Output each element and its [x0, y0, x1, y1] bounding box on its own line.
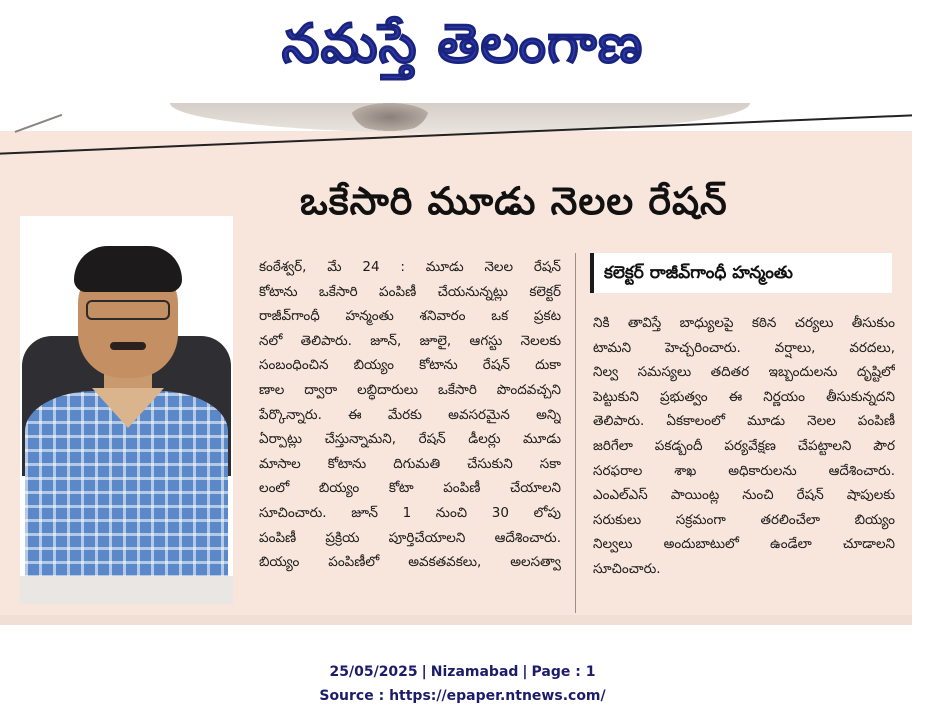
body-line: ణాల ద్వారా లబ్ధిదారులు ఒకేసారి పొందవచ్చని	[259, 381, 561, 398]
body-line: లంలో బియ్యం కోటా పంపిణీ చేయాలని	[259, 480, 561, 497]
news-clipping	[0, 103, 912, 625]
article-column-right	[593, 311, 895, 582]
newspaper-logo: నమస్తే తెలంగాణ	[281, 11, 644, 75]
body-line: సంబంధించిన బియ్యం కోటాను రేషన్ దుకా	[259, 357, 561, 374]
body-line: తెలిపారు. ఏకకాలంలో మూడు నెలల పంపిణీ	[593, 413, 895, 430]
footer-source: Source : https://epaper.ntnews.com/	[319, 688, 606, 704]
cropped-photo	[170, 103, 750, 133]
body-line: జరిగేలా పకడ్బందీ పర్యవేక్షణ చేపట్టాలని పౌర	[593, 437, 895, 454]
body-line: ఏర్పాట్లు చేస్తున్నామని, రేషన్ డీలర్లు మూడు	[259, 431, 561, 448]
article-column-left	[259, 255, 561, 575]
footer-date: 25/05/2025	[329, 664, 418, 680]
body-line: మాసాల కోటాను దిగుమతి చేసుకుని సకా	[259, 455, 561, 472]
body-line: కంఠేశ్వర్, మే 24 : మూడు నెలల రేషన్	[259, 259, 561, 275]
footer-separator: |	[421, 664, 427, 680]
body-line: సూచించారు. జూన్ 1 నుంచి 30 లోపు	[259, 504, 561, 521]
cropped-photo-strip	[0, 103, 912, 131]
body-line: పేర్కొన్నారు. ఈ మేరకు అవసరమైన అన్ని	[259, 406, 561, 423]
footer-page: Page : 1	[531, 664, 596, 680]
collector-photo	[20, 216, 233, 604]
body-line: సరుకులు సక్రమంగా తరలించేలా బియ్యం	[593, 511, 895, 528]
body-line: కోటాను ఒకేసారి పంపిణీ చేయనున్నట్లు కలెక్టర్	[259, 283, 561, 300]
photo-hair	[74, 246, 182, 292]
body-line: నిల్వలు అందుబాటులో ఉండేలా చూడాలని	[593, 536, 895, 553]
column-divider	[575, 253, 576, 613]
body-line: ఎంఎల్ఎస్ పాయింట్ల నుంచి రేషన్ షాపులకు	[593, 487, 895, 504]
photo-mustache	[110, 342, 146, 350]
body-line: టామని హెచ్చరించారు. వర్షాలు, వరదలు,	[593, 339, 895, 356]
clip-bottom-edge	[0, 615, 912, 625]
body-line: నిల్వ సమస్యలు తదితర ఇబ్బందులను దృష్టిలో	[593, 364, 895, 381]
article-subheadline: కలెక్టర్ రాజీవ్‌గాంధీ హన్మంతు	[590, 253, 892, 293]
body-line: పంపిణీ ప్రక్రియ పూర్తిచేయాలని ఆదేశించారు.	[259, 529, 561, 546]
body-line: సూచించారు.	[593, 560, 661, 577]
footer-edition: Nizamabad	[430, 664, 519, 680]
twig-fragment	[8, 103, 63, 133]
body-line: రాజీవ్‌గాంధీ హన్మంతు శనివారం ఒక ప్రకట	[259, 308, 561, 325]
body-line: పెట్టుకుని ప్రభుత్వం ఈ నిర్ణయం తీసుకున్నదని	[593, 388, 895, 405]
body-line: నలో తెలిపారు. జూన్, జూలై, ఆగస్టు నెలలకు	[259, 332, 561, 349]
masthead	[0, 0, 925, 100]
footer-meta	[0, 660, 925, 684]
body-line: నికి తావిస్తే బాధ్యులపై కఠిన చర్యలు తీసుకుం	[593, 315, 895, 331]
footer-separator: |	[522, 664, 528, 680]
photo-desk	[20, 576, 233, 604]
body-line: బియ్యం పంపిణీలో అవకతవకలు, అలసత్వా	[259, 554, 561, 571]
photo-glasses	[86, 300, 170, 320]
article-headline: ఒకేసారి మూడు నెలల రేషన్	[300, 179, 728, 223]
page-footer	[0, 660, 925, 708]
body-line: సరఫరాల శాఖ అధికారులను ఆదేశించారు.	[593, 462, 895, 479]
